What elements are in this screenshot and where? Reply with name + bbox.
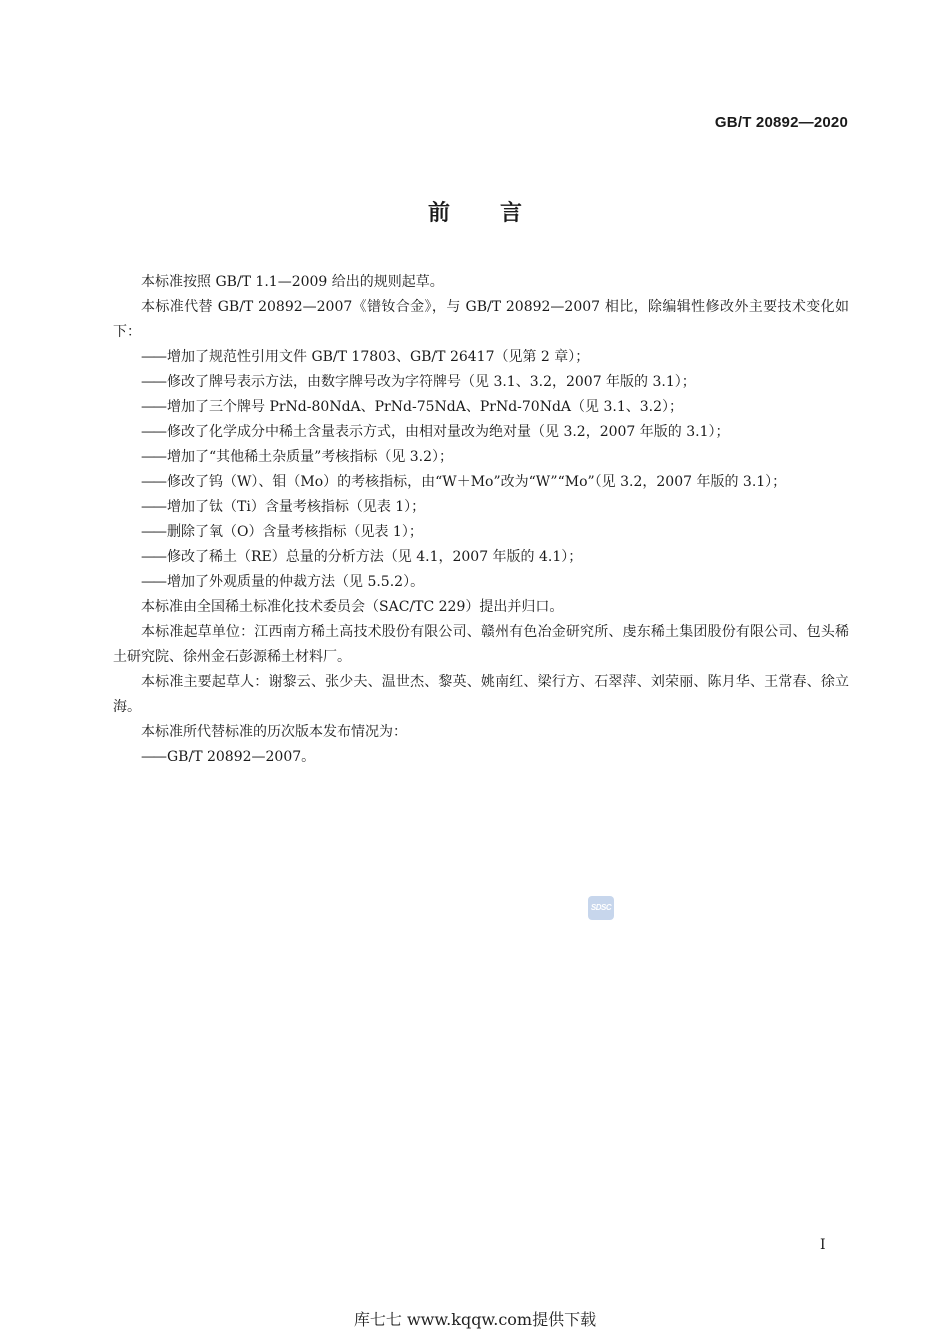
changes-list (113, 345, 849, 595)
paragraph: 本标准起草单位：江西南方稀土高技术股份有限公司、赣州有色冶金研究所、虔东稀土集团股份有限公司、包头稀土研究院、徐州金石彭源稀土材料厂。 (113, 624, 849, 665)
paragraph: 本标准代替 GB/T 20892—2007《镨钕合金》，与 GB/T 20892—2007 相比，除编辑性修改外主要技术变化如下： (113, 299, 849, 340)
list-item (113, 520, 849, 545)
list-item-text: 增加了三个牌号 PrNd-80NdA、PrNd-75NdA、PrNd-70NdA（见 3.1、3.2）； (167, 399, 684, 415)
paragraph: 本标准主要起草人：谢黎云、张少夫、温世杰、黎英、姚南红、梁行方、石翠萍、刘荣丽、陈月华、王常春、徐立海。 (113, 674, 849, 715)
list-item (113, 420, 849, 445)
dash-marker: —— (141, 399, 165, 415)
dash-marker: —— (141, 349, 165, 365)
page-title: 前言 (427, 201, 572, 226)
dash-marker: —— (141, 549, 165, 565)
list-item (113, 570, 849, 595)
paragraph: 本标准按照 GB/T 1.1—2009 给出的规则起草。 (141, 274, 444, 290)
watermark-logo: SDSC (588, 896, 614, 920)
list-item (113, 395, 849, 420)
standard-code: GB/T 20892—2020 (714, 114, 848, 131)
list-item-text: 修改了化学成分中稀土含量表示方式，由相对量改为绝对量（见 3.2，2007 年版的 3.1）； (167, 424, 730, 440)
list-item-text: 增加了“其他稀土杂质量”考核指标（见 3.2）； (167, 449, 454, 465)
list-item (113, 445, 849, 470)
list-item-text: 增加了外观质量的仲裁方法（见 5.5.2）。 (167, 574, 425, 590)
list-item-text: 增加了钛（Ti）含量考核指标（见表 1）； (167, 499, 426, 515)
dash-marker: —— (141, 499, 165, 515)
page-number: I (820, 1237, 826, 1253)
dash-marker: —— (141, 424, 165, 440)
list-item (113, 470, 849, 495)
dash-marker: —— (141, 474, 165, 490)
list-item (113, 495, 849, 520)
dash-marker: —— (141, 449, 165, 465)
footer-download-note: 库七七 www.kqqw.com提供下载 (353, 1310, 597, 1329)
list-item-text: GB/T 20892—2007。 (167, 749, 316, 765)
dash-marker: —— (141, 374, 165, 390)
document-body (113, 270, 849, 770)
dash-marker: —— (141, 574, 165, 590)
list-item (113, 370, 849, 395)
list-item (113, 345, 849, 370)
list-item-text: 增加了规范性引用文件 GB/T 17803、GB/T 26417（见第 2 章）； (167, 349, 590, 365)
list-item-text: 修改了牌号表示方法，由数字牌号改为字符牌号（见 3.1、3.2，2007 年版的 3.1）； (167, 374, 696, 390)
list-item (113, 545, 849, 570)
dash-marker: —— (141, 749, 165, 765)
paragraph: 本标准由全国稀土标准化技术委员会（SAC/TC 229）提出并归口。 (141, 599, 564, 615)
paragraph: 本标准所代替标准的历次版本发布情况为： (141, 724, 407, 740)
list-item-text: 修改了钨（W）、钼（Mo）的考核指标，由“W＋Mo”改为“W”“Mo”（见 3.2，2007 年版的 3.1）； (167, 474, 787, 490)
list-item-text: 修改了稀土（RE）总量的分析方法（见 4.1，2007 年版的 4.1）； (167, 549, 583, 565)
dash-marker: —— (141, 524, 165, 540)
list-item-text: 删除了氧（O）含量考核指标（见表 1）； (167, 524, 423, 540)
list-item (113, 745, 849, 770)
